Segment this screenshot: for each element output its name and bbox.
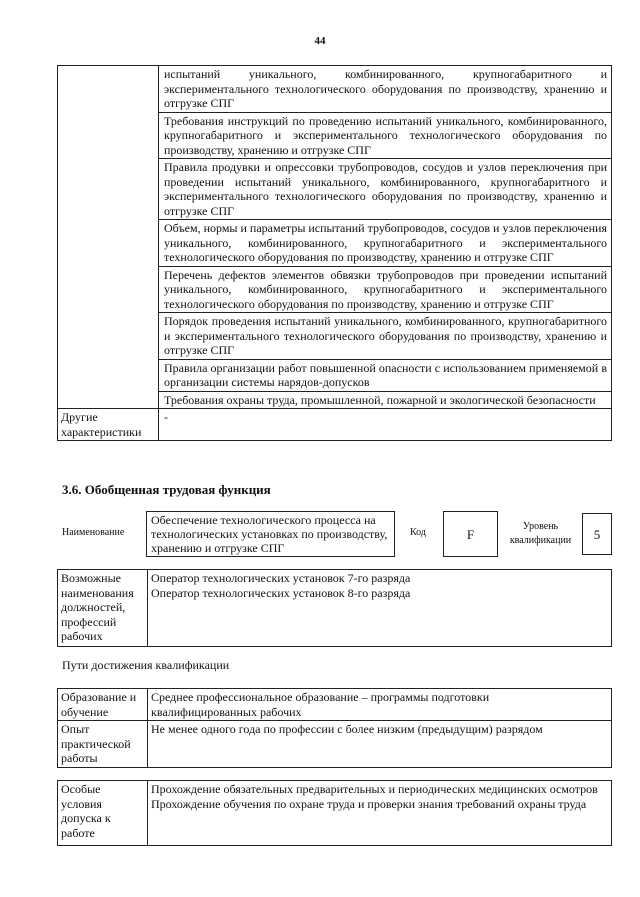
qualification-paths-table bbox=[57, 688, 612, 768]
other-characteristics-label: Другие характеристики bbox=[58, 409, 159, 441]
page-number: 44 bbox=[314, 35, 326, 47]
qualification-level-label: Уровень квалификации bbox=[509, 521, 572, 546]
requirement-item: испытаний уникального, комбинированного, крупногабаритного и экспериментального технологического оборудования по производству, хранению и отгрузке СПГ bbox=[159, 66, 612, 113]
special-conditions-table bbox=[57, 780, 612, 846]
function-name-box: Обеспечение технологического процесса на технологических установках по производству, хранению и отгрузке СПГ bbox=[146, 511, 395, 557]
position-item: Оператор технологических установок 8-го разряда bbox=[151, 585, 411, 600]
education-value: Среднее профессиональное образование – программы подготовки квалифицированных рабочих bbox=[148, 689, 612, 721]
other-characteristics-value: - bbox=[159, 409, 612, 441]
qualification-level-box: 5 bbox=[582, 513, 612, 555]
education-label: Образование и обучение bbox=[58, 689, 148, 721]
name-label: Наименование bbox=[62, 527, 125, 538]
special-conditions-list bbox=[148, 781, 612, 846]
experience-label: Опыт практической работы bbox=[58, 721, 148, 768]
experience-value: Не менее одного года по профессии с более низким (предыдущим) разрядом bbox=[148, 721, 612, 768]
requirement-item: Порядок проведения испытаний уникального, комбинированного, крупногабаритного и экспериментального технологического оборудования по производству, хранению и отгрузке СПГ bbox=[159, 313, 612, 360]
requirements-table bbox=[57, 65, 612, 441]
positions-label: Возможные наименования должностей, профессий рабочих bbox=[58, 570, 148, 647]
condition-item: Прохождение обязательных предварительных и периодических медицинских осмотров bbox=[151, 782, 598, 796]
position-item: Оператор технологических установок 7-го разряда bbox=[151, 571, 411, 585]
code-label: Код bbox=[410, 527, 426, 538]
positions-table bbox=[57, 569, 612, 647]
requirement-item: Требования инструкций по проведению испытаний уникального, комбинированного, крупногабаритного и экспериментального технологического оборудования по производству, хранению и отгрузке СПГ bbox=[159, 112, 612, 159]
requirements-left-cell bbox=[58, 66, 159, 409]
requirement-item: Правила организации работ повышенной опасности с использованием применяемой в организации системы нарядов-допусков bbox=[159, 359, 612, 391]
positions-list bbox=[148, 570, 612, 647]
code-box: F bbox=[443, 511, 498, 557]
requirement-item: Правила продувки и опрессовки трубопроводов, сосудов и узлов переключения при проведении испытаний уникального, комбинированного, крупногабаритного и экспериментального технологического оборудования по производству, хранению и отгрузке СПГ bbox=[159, 159, 612, 220]
requirement-item: Объем, нормы и параметры испытаний трубопроводов, сосудов и узлов переключения уникального, комбинированного, крупногабаритного и экспериментального технологического оборудования по производству, хранению и отгрузке СПГ bbox=[159, 220, 612, 267]
condition-item: Прохождение обучения по охране труда и проверки знания требований охраны труда bbox=[151, 796, 587, 811]
requirement-item: Перечень дефектов элементов обвязки трубопроводов при проведении испытаний уникального, комбинированного, крупногабаритного и экспериментального технологического оборудования по производству, хранению и отгрузке СПГ bbox=[159, 266, 612, 313]
special-conditions-label: Особые условия допуска к работе bbox=[58, 781, 148, 846]
qualification-paths-title: Пути достижения квалификации bbox=[62, 658, 230, 672]
requirement-item: Требования охраны труда, промышленной, пожарной и экологической безопасности bbox=[159, 391, 612, 409]
section-title: 3.6. Обобщенная трудовая функция bbox=[62, 482, 271, 497]
